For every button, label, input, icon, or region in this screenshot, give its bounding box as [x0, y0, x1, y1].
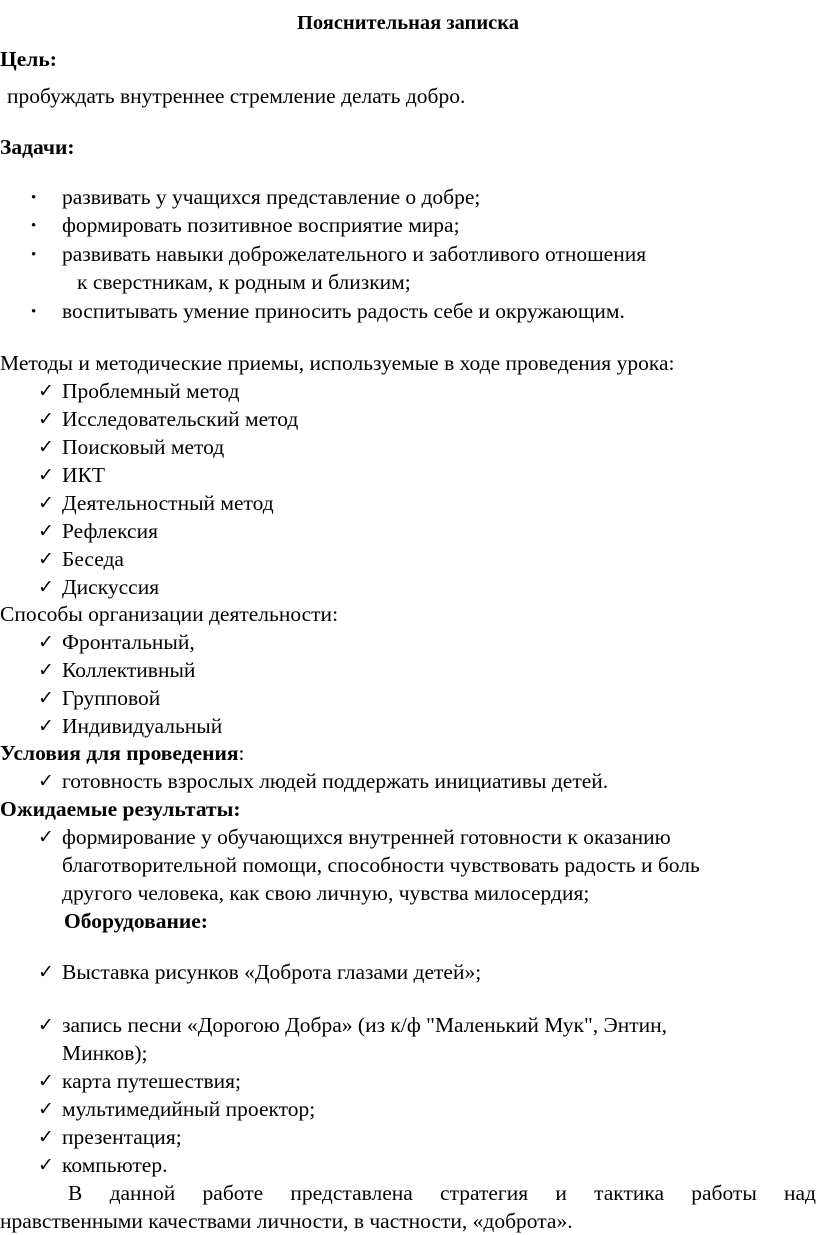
equipment-item-continuation: Минков); [62, 1041, 148, 1065]
bullet-icon: • [31, 190, 37, 206]
check-icon: ✓ [38, 687, 54, 709]
check-icon: ✓ [38, 520, 54, 542]
bullet-icon: • [31, 304, 37, 320]
results-item: формирование у обучающихся внутренней готовности к оказанию [62, 825, 671, 849]
conditions-heading [0, 739, 244, 767]
goal-text: пробуждать внутреннее стремление делать добро. [7, 84, 466, 108]
organization-item: Индивидуальный [62, 714, 223, 738]
check-icon: ✓ [38, 436, 54, 458]
bullet-icon: • [31, 247, 37, 263]
method-item: Дискуссия [62, 575, 160, 599]
conditions-label: Условия для проведения [0, 741, 239, 765]
method-item: Исследовательский метод [62, 407, 299, 431]
organization-label: Способы организации деятельности: [0, 602, 339, 626]
check-icon: ✓ [38, 770, 54, 792]
results-item-continuation: другого человека, как свою личную, чувства милосердия; [62, 881, 590, 905]
equipment-item: Выставка рисунков «Доброта глазами детей»; [62, 960, 482, 984]
methods-label: Методы и методические приемы, используемые в ходе проведения урока: [0, 351, 675, 375]
check-icon: ✓ [38, 659, 54, 681]
method-item: ИКТ [62, 463, 105, 487]
method-item: Проблемный метод [62, 379, 240, 403]
equipment-item: карта путешествия; [62, 1069, 241, 1093]
task-item: формировать позитивное восприятие мира; [62, 213, 460, 237]
check-icon: ✓ [38, 492, 54, 514]
results-item-continuation: благотворительной помощи, способности чувствовать радость и боль [62, 853, 700, 877]
conditions-colon: : [238, 741, 245, 765]
check-icon: ✓ [38, 576, 54, 598]
equipment-item: мультимедийный проектор; [62, 1097, 316, 1121]
check-icon: ✓ [38, 464, 54, 486]
bullet-icon: • [31, 218, 37, 234]
check-icon: ✓ [38, 1154, 54, 1176]
results-label: Ожидаемые результаты: [0, 797, 241, 821]
check-icon: ✓ [38, 1070, 54, 1092]
check-icon: ✓ [38, 548, 54, 570]
check-icon: ✓ [38, 408, 54, 430]
goal-label: Цель: [0, 47, 57, 71]
task-item: развивать навыки доброжелательного и заботливого отношения [62, 242, 647, 266]
organization-item: Групповой [62, 686, 161, 710]
check-icon: ✓ [38, 826, 54, 848]
method-item: Рефлексия [62, 519, 158, 543]
check-icon: ✓ [38, 1014, 54, 1036]
equipment-item: компьютер. [62, 1153, 168, 1177]
task-item-continuation: к сверстникам, к родным и близким; [77, 270, 411, 294]
equipment-label: Оборудование: [64, 909, 208, 933]
equipment-item: презентация; [62, 1125, 182, 1149]
conclusion-line: В данной работе представлена стратегия и тактика работы над [68, 1181, 816, 1205]
task-item: развивать у учащихся представление о добре; [62, 185, 481, 209]
conclusion-line: нравственными качествами личности, в частности, «доброта». [0, 1209, 573, 1233]
method-item: Поисковый метод [62, 435, 225, 459]
task-item: воспитывать умение приносить радость себе и окружающим. [62, 299, 625, 323]
conditions-item: готовность взрослых людей поддержать инициативы детей. [62, 769, 609, 793]
check-icon: ✓ [38, 961, 54, 983]
check-icon: ✓ [38, 631, 54, 653]
method-item: Деятельностный метод [62, 491, 274, 515]
tasks-label: Задачи: [0, 135, 75, 159]
check-icon: ✓ [38, 715, 54, 737]
method-item: Беседа [62, 547, 124, 571]
check-icon: ✓ [38, 380, 54, 402]
check-icon: ✓ [38, 1098, 54, 1120]
equipment-item: запись песни «Дорогою Добра» (из к/ф "Маленький Мук", Энтин, [62, 1013, 667, 1037]
document-title: Пояснительная записка [296, 12, 520, 34]
organization-item: Фронтальный, [62, 630, 195, 654]
check-icon: ✓ [38, 1126, 54, 1148]
organization-item: Коллективный [62, 658, 196, 682]
